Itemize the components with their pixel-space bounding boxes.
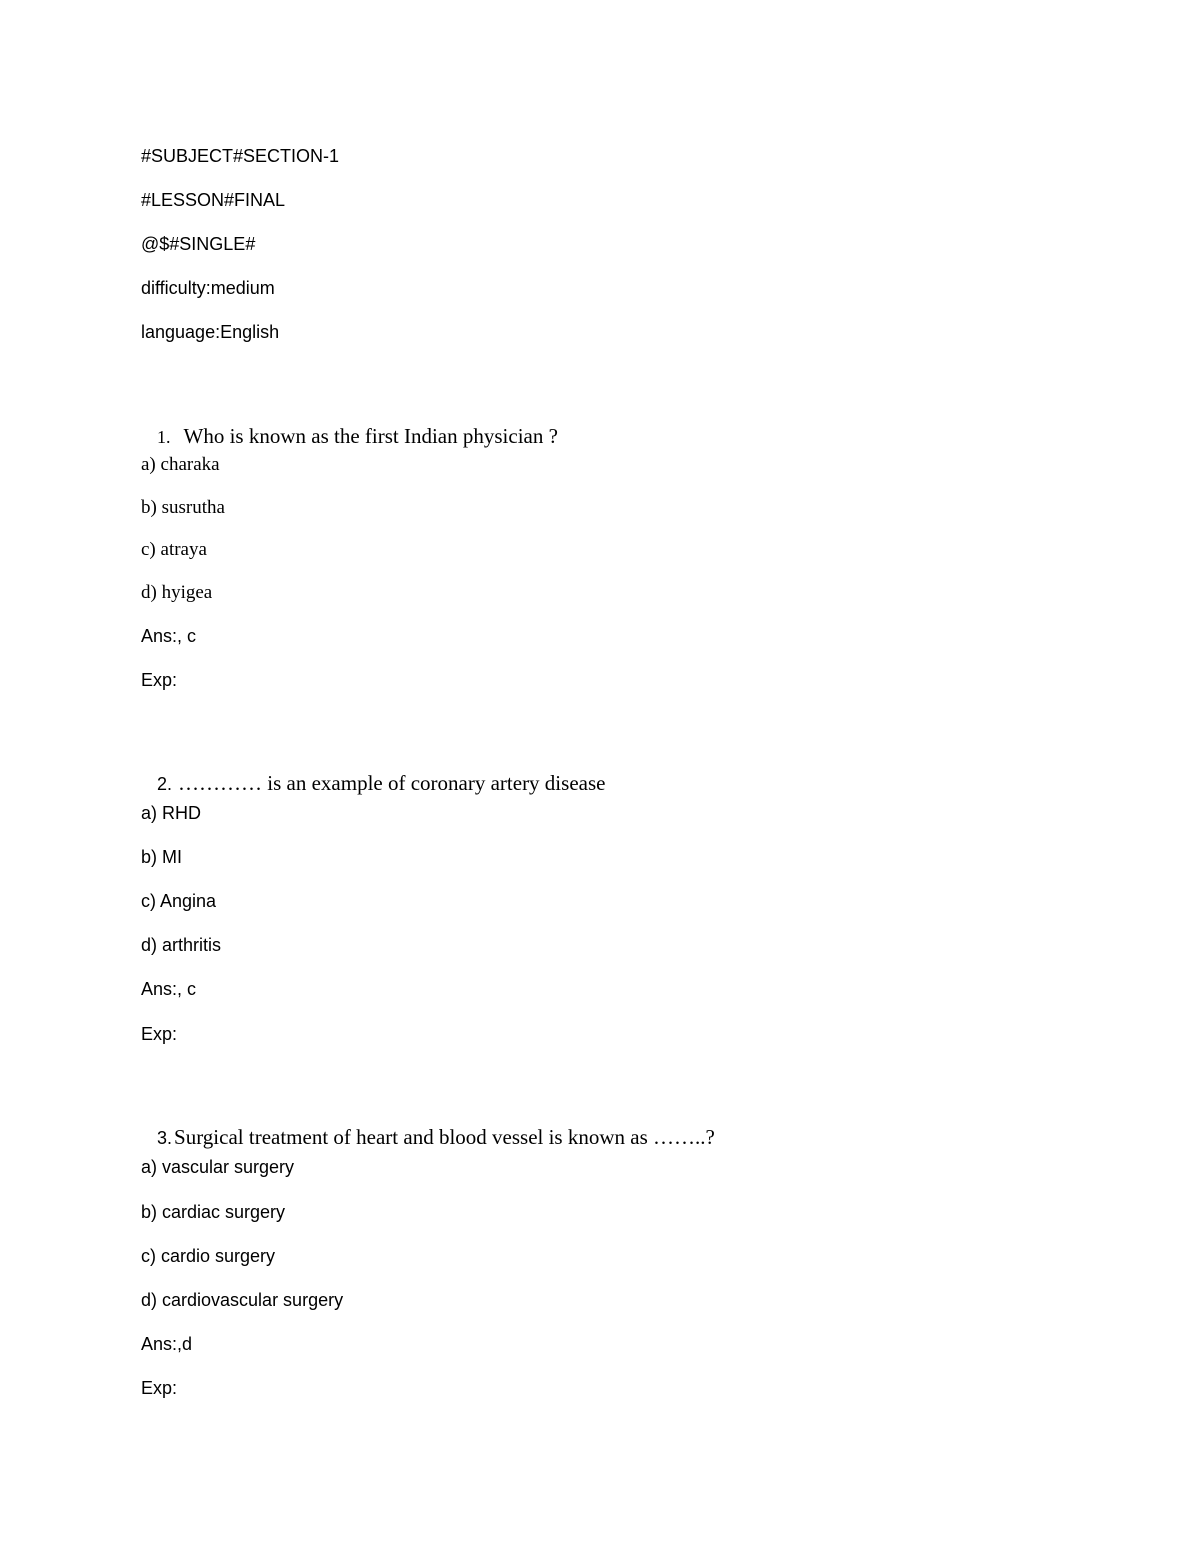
question-text: ………… is an example of coronary artery disease: [178, 771, 606, 795]
option-d: d) cardiovascular surgery: [141, 1290, 344, 1310]
question-number: 2.: [157, 774, 173, 794]
question-number: 1.: [157, 427, 171, 447]
explanation-line: Exp:: [141, 670, 178, 690]
option-a: a) vascular surgery: [141, 1157, 295, 1177]
question-text: Surgical treatment of heart and blood vessel is known as ……..?: [174, 1125, 715, 1149]
option-b: b) MI: [141, 847, 183, 867]
option-c: c) cardio surgery: [141, 1246, 276, 1266]
answer-line: Ans:, c: [141, 979, 197, 999]
option-c: c) Angina: [141, 891, 217, 911]
answer-line: Ans:, c: [141, 626, 197, 646]
option-a: a) RHD: [141, 803, 202, 823]
language-line: language:English: [141, 322, 280, 342]
subject-line: #SUBJECT#SECTION-1: [141, 146, 340, 166]
explanation-line: Exp:: [141, 1378, 178, 1398]
option-d: d) hyigea: [141, 582, 213, 603]
question-number: 3.: [157, 1128, 173, 1148]
explanation-line: Exp:: [141, 1024, 178, 1044]
question-text: Who is known as the first Indian physician ?: [183, 424, 558, 448]
option-c: c) atraya: [141, 539, 207, 560]
type-line: @$#SINGLE#: [141, 234, 256, 254]
option-b: b) susrutha: [141, 497, 225, 518]
answer-line: Ans:,d: [141, 1334, 193, 1354]
option-d: d) arthritis: [141, 935, 222, 955]
option-a: a) charaka: [141, 454, 220, 475]
difficulty-line: difficulty:medium: [141, 278, 275, 298]
lesson-line: #LESSON#FINAL: [141, 190, 286, 210]
option-b: b) cardiac surgery: [141, 1202, 286, 1222]
question-2: [141, 757, 605, 810]
